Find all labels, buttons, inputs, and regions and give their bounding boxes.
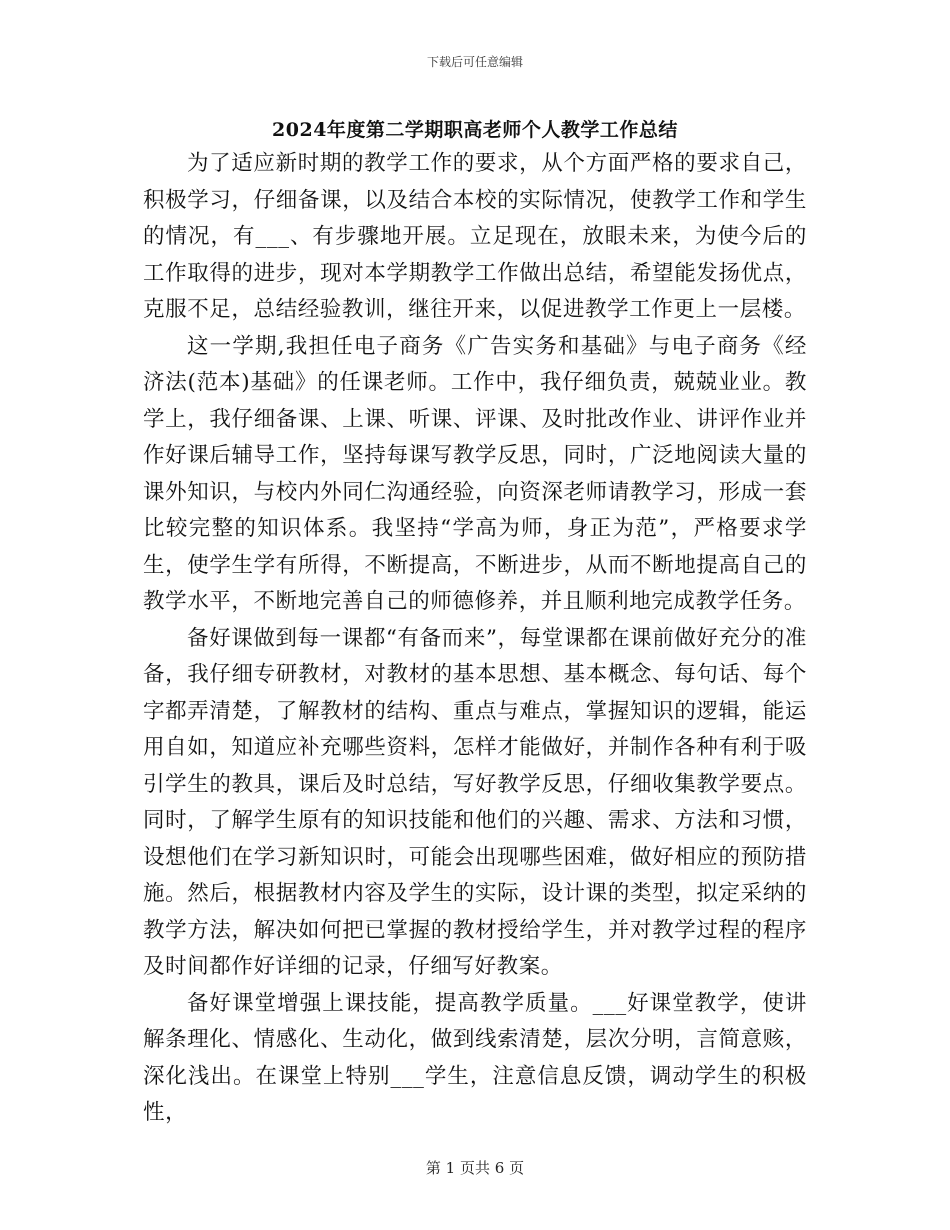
- document-body: [143, 146, 807, 1132]
- document-title: 2024年度第二学期职高老师个人教学工作总结: [272, 119, 678, 141]
- paragraph-lesson-prep: 备好课做到每一课都“有备而来”，每堂课都在课前做好充分的准备，我仔细专研教材，对教材的基本思想、基本概念、每句话、每个字都弄清楚，了解教材的结构、重点与难点，掌握知识的逻辑，能运用自如，知道应补充哪些资料，怎样才能做好，并制作各种有利于吸引学生的教具，课后及时总结，写好教学反思，仔细收集教学要点。同时，了解学生原有的知识技能和他们的兴趣、需求、方法和习惯，设想他们在学习新知识时，可能会出现哪些困难，做好相应的预防措施。然后，根据教材内容及学生的实际，设计课的类型，拟定采纳的教学方法，解决如何把已掌握的教材授给学生，并对教学过程的程序及时间都作好详细的记录，仔细写好教案。: [143, 625, 807, 979]
- paragraph-intro: 为了适应新时期的教学工作的要求，从个方面严格的要求自己，积极学习，仔细备课，以及结合本校的实际情况，使教学工作和学生的情况，有___、有步骤地开展。立足现在，放眼未来，为使今后的工作取得的进步，现对本学期教学工作做出总结，希望能发扬优点，克服不足，总结经验教训，继往开来，以促进教学工作更上一层楼。: [143, 151, 807, 322]
- header-note: 下载后可任意编辑: [426, 55, 523, 69]
- page-number: 第 1 页共 6 页: [425, 1159, 525, 1177]
- paragraph-classroom: 备好课堂增强上课技能，提高教学质量。___好课堂教学，使讲解条理化、情感化、生动化，做到线索清楚，层次分明，言简意赅，深化浅出。在课堂上特别___学生，注意信息反馈，调动学生的积极性，: [143, 990, 807, 1125]
- paragraph-courses: 这一学期,我担任电子商务《广告实务和基础》与电子商务《经济法(范本)基础》的任课老师。工作中，我仔细负责，兢兢业业。教学上，我仔细备课、上课、听课、评课、及时批改作业、讲评作业并作好课后辅导工作，坚持每课写教学反思，同时，广泛地阅读大量的课外知识，与校内外同仁沟通经验，向资深老师请教学习，形成一套比较完整的知识体系。我坚持“学高为师，身正为范”，严格要求学生，使学生学有所得，不断提高，不断进步，从而不断地提高自己的教学水平，不断地完善自己的师德修养，并且顺利地完成教学任务。: [143, 333, 807, 614]
